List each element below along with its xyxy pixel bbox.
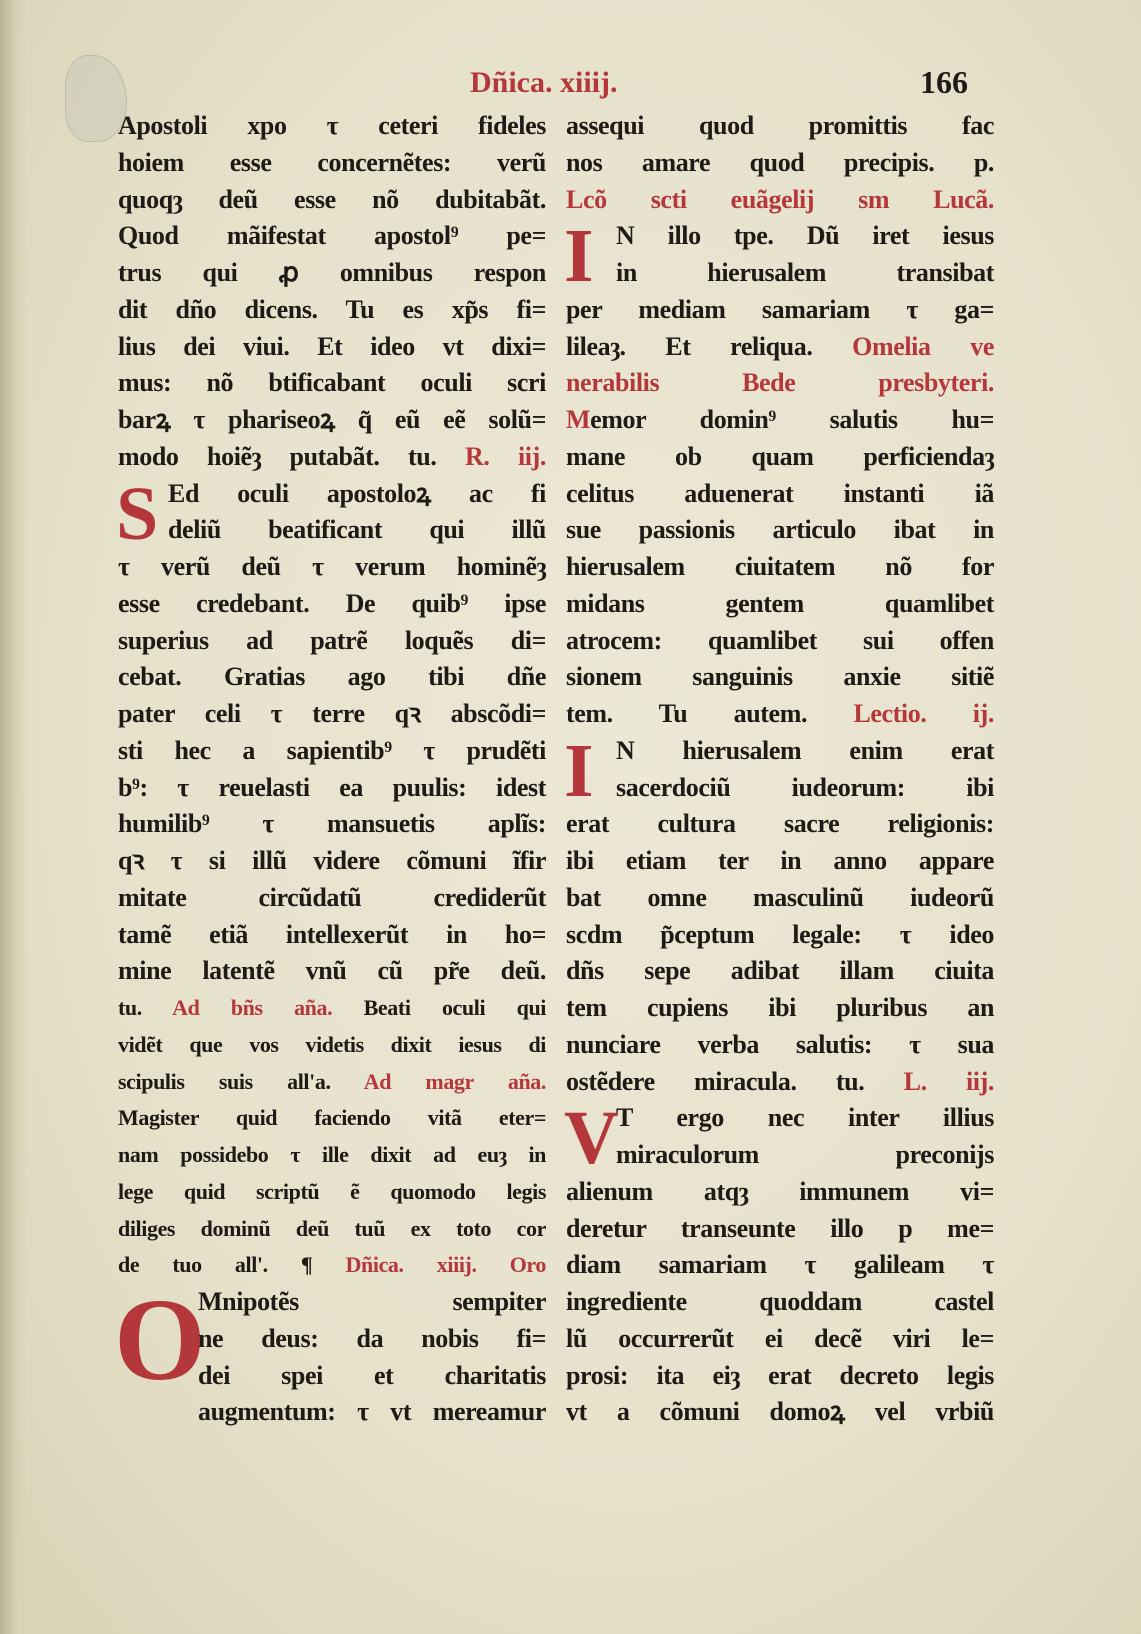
body-text: T ergo nec inter illius <box>616 1103 994 1133</box>
rubric-text: Dñica. xiiij. Oro <box>345 1252 546 1278</box>
text-line <box>118 806 546 843</box>
text-line <box>566 1321 994 1358</box>
body-text: tem. Tu autem. <box>566 699 854 728</box>
text-line <box>118 696 546 733</box>
body-text: tem cupiens ibi pluribus an <box>566 993 994 1022</box>
text-line <box>118 512 546 549</box>
body-text: bat omne masculinũ iudeorũ <box>566 882 994 912</box>
body-text: nos amare quod precipis. p. <box>566 147 994 177</box>
text-line <box>118 218 546 255</box>
text-line <box>566 770 994 807</box>
text-line <box>118 843 546 880</box>
text-line <box>118 659 546 696</box>
text-line <box>566 1137 994 1174</box>
body-text: ostẽdere miracula. tu. <box>566 1066 904 1096</box>
body-text: midans gentem quamlibet <box>566 588 994 618</box>
rubric-text: Ad magr aña. <box>363 1068 546 1094</box>
text-line <box>566 806 994 843</box>
body-text: miraculorum preconijs <box>616 1140 994 1169</box>
body-text: mitate circũdatũ crediderũt <box>118 882 546 912</box>
text-line <box>566 292 994 329</box>
drop-capital: V <box>564 1096 619 1181</box>
folio-number: 166 <box>920 64 968 100</box>
rubric-text: M <box>566 405 591 434</box>
text-line <box>118 1027 546 1064</box>
body-text: tamẽ etiã intellexerũt in ho= <box>118 919 546 949</box>
text-line <box>566 1284 994 1321</box>
page-gutter-edge <box>0 0 28 1634</box>
body-text: b⁹: τ reuelasti ea puulis: idest <box>118 772 546 802</box>
body-text: alienum atqȝ immunem vi= <box>566 1176 994 1206</box>
drop-capital: O <box>114 1274 206 1405</box>
text-line <box>118 953 546 990</box>
text-line <box>566 108 994 145</box>
text-line <box>118 1174 546 1211</box>
body-text: sacerdociũ iudeorum: ibi <box>616 772 994 802</box>
text-line <box>118 917 546 954</box>
text-line <box>566 1394 994 1431</box>
body-text: scipulis suis all'a. <box>118 1068 364 1094</box>
rubric-text: Ad bñs aña. <box>172 995 333 1020</box>
text-line <box>118 549 546 586</box>
text-line <box>118 145 546 182</box>
text-line <box>118 770 546 807</box>
body-text: lius dei viui. Et ideo vt dixi= <box>118 331 546 361</box>
text-line <box>118 586 546 623</box>
text-line <box>118 439 546 476</box>
body-text: lege quid scriptũ ẽ quomodo legis <box>118 1178 546 1204</box>
body-text: ibi etiam ter in anno appare <box>566 846 994 875</box>
body-text: esse credebant. De quib⁹ ipse <box>118 588 546 618</box>
body-text: Beati oculi qui <box>332 995 546 1020</box>
body-text: deretur transeunte illo p me= <box>566 1213 994 1243</box>
text-line <box>118 255 546 292</box>
body-text: Ed oculi apostoloꝝ ac fi <box>168 478 546 508</box>
text-line <box>566 586 994 623</box>
text-line <box>118 1137 546 1174</box>
left-column <box>114 108 546 1431</box>
body-text: dit dño dicens. Tu es xp̃s fi= <box>118 294 546 324</box>
body-text: diliges dominũ deũ tuũ ex toto cor <box>118 1215 546 1241</box>
body-text: nam possidebo τ ille dixit ad euȝ in <box>118 1142 546 1167</box>
text-line <box>566 880 994 917</box>
body-text: pater celi τ terre qꝛ abscõdi= <box>118 699 546 728</box>
body-text: augmentum: τ vt mereamur <box>198 1397 546 1427</box>
body-text: tu. <box>118 995 173 1020</box>
body-text: prosi: ita eiȝ erat decreto legis <box>566 1360 994 1390</box>
body-text: humilib⁹ τ mansuetis aplĩs: <box>118 809 546 839</box>
body-text: atrocem: quamlibet sui offen <box>566 625 994 655</box>
text-line <box>566 843 994 880</box>
body-text: emor domin⁹ salutis hu= <box>590 405 994 434</box>
text-line <box>566 512 994 549</box>
body-text: nunciare verba salutis: τ sua <box>566 1029 994 1059</box>
right-column <box>566 108 994 1431</box>
text-line <box>566 953 994 990</box>
drop-capital: S <box>116 471 158 556</box>
body-text: in hierusalem transibat <box>616 258 994 287</box>
text-line <box>566 1174 994 1211</box>
text-line <box>566 402 994 439</box>
body-text: Mnipotẽs sempiter <box>198 1287 546 1316</box>
text-line <box>566 439 994 476</box>
text-line <box>566 145 994 182</box>
text-line <box>566 659 994 696</box>
body-text: cebat. Gratias ago tibi dñe <box>118 662 546 692</box>
body-text: modo hoiẽȝ putabãt. tu. <box>118 441 465 471</box>
text-line <box>118 990 546 1027</box>
body-text: quoqȝ deũ esse nõ dubitabãt. <box>118 184 546 214</box>
text-line <box>118 108 546 145</box>
text-line <box>118 880 546 917</box>
body-text: vt a cõmuni domoꝝ vel vrbiũ <box>566 1397 994 1427</box>
text-line <box>566 1247 994 1284</box>
text-line <box>566 1211 994 1248</box>
body-text: dñs sepe adibat illam ciuita <box>566 956 994 986</box>
running-head: Dñica. xiiij. <box>470 66 618 99</box>
text-line <box>118 1321 546 1358</box>
text-line <box>118 292 546 329</box>
body-text: sue passionis articulo ibat in <box>566 515 994 545</box>
text-line <box>566 476 994 513</box>
rubric-text: R. iij. <box>464 441 546 471</box>
text-line <box>118 365 546 402</box>
body-text: lũ occurrerũt ei decẽ viri le= <box>566 1323 994 1353</box>
text-line <box>118 1100 546 1137</box>
text-line <box>566 990 994 1027</box>
body-text: per mediam samariam τ ga= <box>566 294 994 324</box>
text-line <box>566 696 994 733</box>
rubric-text: nerabilis Bede presbyteri. <box>566 368 994 398</box>
body-text: mine latentẽ vnũ cũ pr̃e deũ. <box>118 956 546 986</box>
body-text: barꝝ τ phariseoꝝ q̃ eũ eẽ solũ= <box>118 405 546 434</box>
body-text: sti hec a sapientib⁹ τ prudẽti <box>118 735 546 765</box>
text-line <box>566 623 994 660</box>
text-line <box>566 182 994 219</box>
body-text: scdm p̃ceptum legale: τ ideo <box>566 919 994 949</box>
body-text: assequi quod promittis fac <box>566 111 994 140</box>
drop-capital: I <box>564 214 594 299</box>
body-text: mus: nõ btificabant oculi scri <box>118 368 546 398</box>
text-line <box>566 255 994 292</box>
body-text: τ verũ deũ τ verum hominẽȝ <box>118 552 546 581</box>
body-text: hoiem esse concernẽtes: verũ <box>118 147 546 177</box>
body-text: sionem sanguinis anxie sitiẽ <box>566 662 994 692</box>
text-line <box>118 1064 546 1101</box>
body-text: Quod mãifestat apostol⁹ pe= <box>118 221 546 251</box>
rubric-text: Omelia ve <box>852 331 995 361</box>
rubric-text: L. iij. <box>903 1066 994 1096</box>
body-text: diam samariam τ galileam τ <box>566 1250 994 1280</box>
text-line <box>566 549 994 586</box>
body-text: lileaȝ. Et reliqua. <box>566 331 853 361</box>
text-line <box>118 329 546 366</box>
body-text: vidẽt que vos videtis dixit iesus di <box>118 1031 546 1057</box>
text-line <box>118 1358 546 1395</box>
text-line <box>566 917 994 954</box>
rubric-text: Lectio. ij. <box>853 699 994 728</box>
drop-capital: I <box>564 728 594 813</box>
body-text: N illo tpe. Dũ iret iesus <box>616 221 994 251</box>
body-text: qꝛ τ si illũ videre cõmuni ĩfir <box>118 846 546 875</box>
text-line <box>566 1027 994 1064</box>
body-text: de tuo all'. ¶ <box>118 1252 346 1278</box>
text-line <box>118 733 546 770</box>
body-text: celitus aduenerat instanti iã <box>566 478 994 508</box>
body-text: erat cultura sacre religionis: <box>566 809 994 839</box>
text-line <box>566 1358 994 1395</box>
body-text: Magister quid faciendo vitã eter= <box>118 1105 546 1131</box>
body-text: ingrediente quoddam castel <box>566 1287 994 1316</box>
body-text: hierusalem ciuitatem nõ for <box>566 552 994 581</box>
rubric-text: Lcõ scti euãgelij sm Lucã. <box>566 184 994 214</box>
text-line <box>566 329 994 366</box>
text-line <box>566 365 994 402</box>
body-text: dei spei et charitatis <box>198 1360 546 1390</box>
text-line <box>118 623 546 660</box>
body-text: deliũ beatificant qui illũ <box>168 515 546 545</box>
body-text: Apostoli xpo τ ceteri fideles <box>118 111 546 140</box>
body-text: N hierusalem enim erat <box>616 735 994 765</box>
text-line <box>118 402 546 439</box>
text-line <box>118 1394 546 1431</box>
text-line <box>118 1211 546 1248</box>
body-text: trus qui ꝓ omnibus respon <box>118 258 546 287</box>
body-text: superius ad patrẽ loquẽs di= <box>118 625 546 655</box>
text-line <box>118 182 546 219</box>
text-line <box>566 1064 994 1101</box>
body-text: ne deus: da nobis fi= <box>198 1323 546 1353</box>
body-text: mane ob quam perficiendaȝ <box>566 441 994 471</box>
